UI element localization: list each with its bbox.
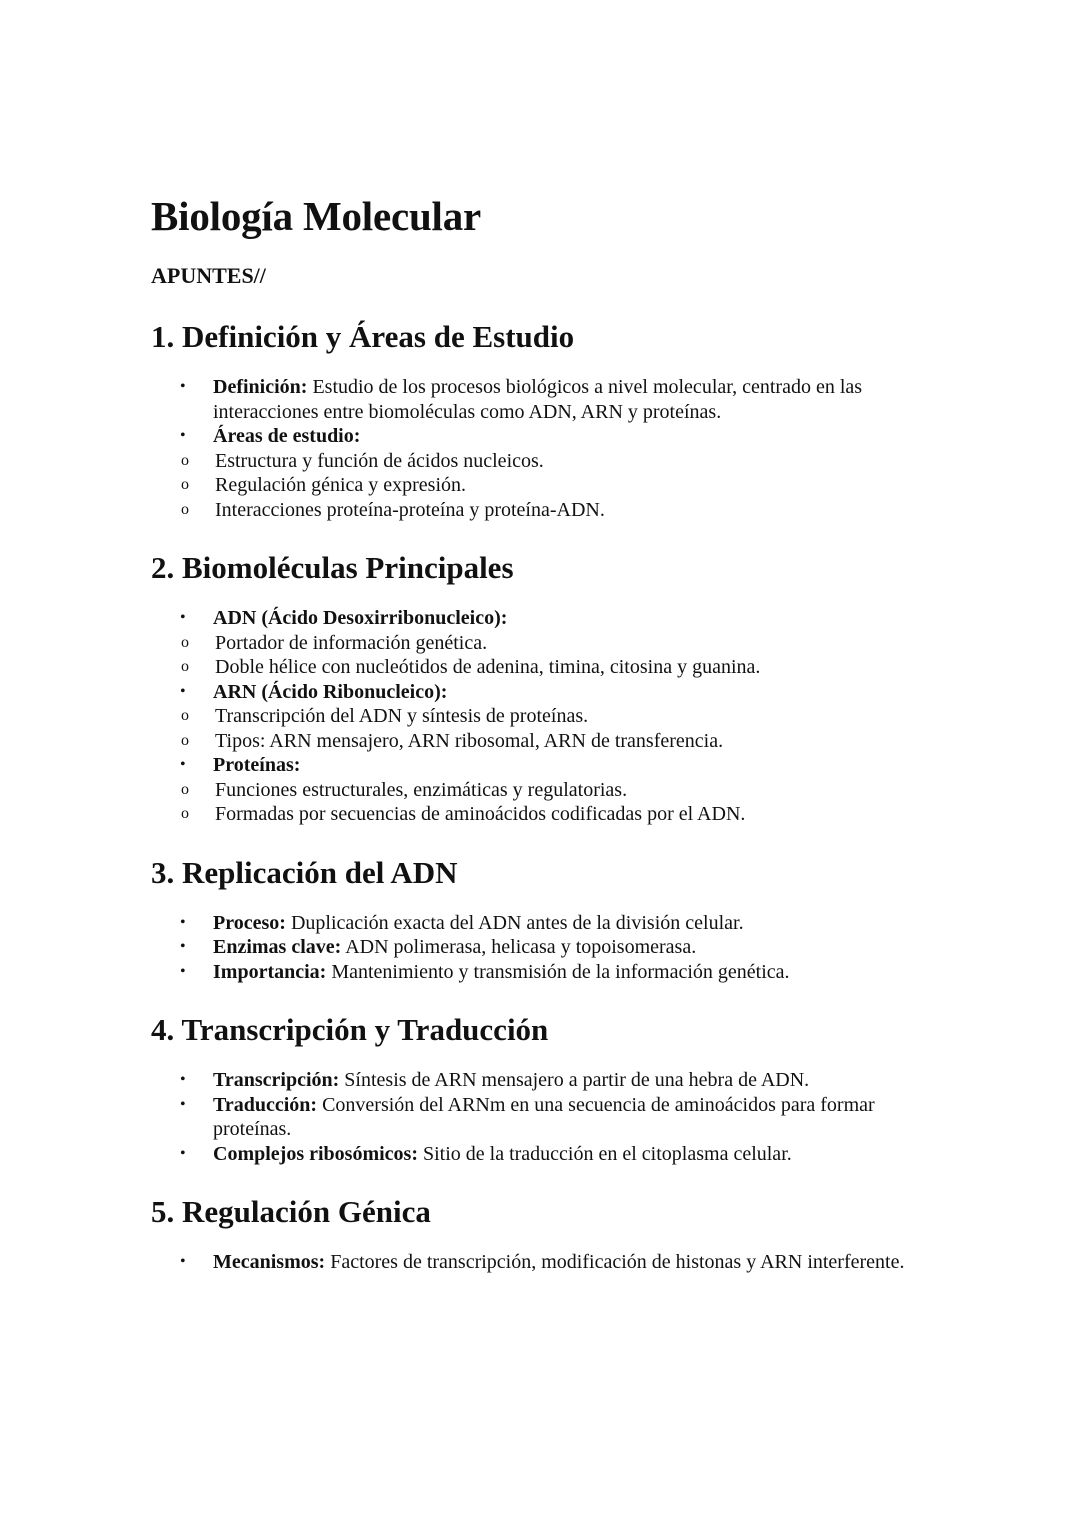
item-text: Síntesis de ARN mensajero a partir de una hebra de ADN. <box>339 1069 810 1091</box>
item-label: Áreas de estudio: <box>213 425 361 447</box>
list-item <box>151 911 941 936</box>
sub-list-item <box>151 473 941 498</box>
list-item <box>151 606 941 680</box>
item-label: Proceso: <box>213 911 286 934</box>
item-label: ADN (Ácido Desoxirribonucleico): <box>213 607 508 629</box>
section-heading: 1. Definición y Áreas de Estudio <box>151 319 575 354</box>
bullet-icon: • <box>180 1144 186 1162</box>
sections-container <box>151 317 941 1275</box>
item-label: Mecanismos: <box>213 1251 326 1273</box>
section <box>151 548 941 827</box>
list-item <box>151 960 941 985</box>
section <box>151 1192 941 1275</box>
section <box>151 317 941 522</box>
bullet-list <box>151 1250 941 1275</box>
item-label: Definición: <box>213 376 308 398</box>
section-heading: 5. Regulación Génica <box>151 1194 431 1229</box>
item-text: Estudio de los procesos biológicos a nivel molecular, centrado en las interacciones entre biomoléculas como ADN, ARN y proteínas. <box>213 376 863 423</box>
bullet-icon: • <box>180 756 186 773</box>
document-title: Biología Molecular <box>151 193 482 239</box>
sub-item-text: Portador de información genética. <box>215 631 488 654</box>
bullet-icon: • <box>180 609 186 626</box>
bullet-list <box>151 1068 941 1166</box>
sub-item-text: Formadas por secuencias de aminoácidos codificadas por el ADN. <box>215 803 746 825</box>
sub-item-text: Estructura y función de ácidos nucleicos. <box>215 449 544 472</box>
circle-bullet-icon: o <box>181 805 189 822</box>
sub-list <box>151 778 941 827</box>
sub-list-item <box>151 778 941 803</box>
item-label: Traducción: <box>213 1093 318 1116</box>
item-label: Transcripción: <box>213 1069 340 1091</box>
sub-list-item <box>151 655 941 680</box>
circle-bullet-icon: o <box>181 500 189 518</box>
bullet-icon: • <box>180 962 186 980</box>
sub-list <box>151 449 941 523</box>
list-item <box>151 1142 941 1167</box>
list-item <box>151 680 941 754</box>
circle-bullet-icon: o <box>181 633 189 651</box>
sub-item-text: Funciones estructurales, enzimáticas y regulatorias. <box>215 778 628 801</box>
sub-item-text: Tipos: ARN mensajero, ARN ribosomal, ARN de transferencia. <box>215 729 724 752</box>
circle-bullet-icon: o <box>181 707 189 724</box>
sub-item-text: Interacciones proteína-proteína y proteína-ADN. <box>215 498 605 521</box>
item-text: Sitio de la traducción en el citoplasma celular. <box>417 1142 792 1165</box>
section-heading: 3. Replicación del ADN <box>151 854 458 890</box>
document-body <box>151 191 941 1275</box>
item-text: Factores de transcripción, modificación de histonas y ARN interferente. <box>325 1251 905 1273</box>
bullet-icon: • <box>180 1253 186 1270</box>
circle-bullet-icon: o <box>181 476 189 493</box>
item-label: Importancia: <box>213 960 327 983</box>
circle-bullet-icon: o <box>181 451 189 469</box>
bullet-icon: • <box>180 427 186 444</box>
bullet-icon: • <box>180 913 186 931</box>
list-item <box>151 753 941 827</box>
item-label: Proteínas: <box>213 754 301 776</box>
sub-list <box>151 631 941 680</box>
sub-list-item <box>151 729 941 754</box>
sub-list-item <box>151 449 941 474</box>
list-item <box>151 1068 941 1093</box>
bullet-icon: • <box>180 1095 186 1113</box>
item-label: Complejos ribosómicos: <box>213 1142 418 1165</box>
circle-bullet-icon: o <box>181 731 189 749</box>
section <box>151 1010 941 1166</box>
section <box>151 853 941 985</box>
list-item <box>151 935 941 960</box>
list-item <box>151 1093 941 1142</box>
bullet-icon: • <box>180 378 186 395</box>
item-text: Mantenimiento y transmisión de la información genética. <box>326 960 790 983</box>
sub-list-item <box>151 631 941 656</box>
item-label: Enzimas clave: <box>213 936 342 958</box>
bullet-icon: • <box>180 682 186 700</box>
document-subtitle: APUNTES// <box>151 263 266 288</box>
bullet-list <box>151 606 941 827</box>
list-item <box>151 375 941 424</box>
sub-item-text: Doble hélice con nucleótidos de adenina, timina, citosina y guanina. <box>215 656 761 678</box>
section-heading: 2. Biomoléculas Principales <box>151 550 514 585</box>
circle-bullet-icon: o <box>181 658 189 675</box>
list-item <box>151 424 941 522</box>
item-label: ARN (Ácido Ribonucleico): <box>213 680 448 703</box>
bullet-icon: • <box>180 1071 186 1088</box>
bullet-icon: • <box>180 938 186 955</box>
sub-item-text: Regulación génica y expresión. <box>215 474 467 496</box>
item-text: Conversión del ARNm en una secuencia de aminoácidos para formar proteínas. <box>213 1093 875 1140</box>
circle-bullet-icon: o <box>181 780 189 798</box>
bullet-list <box>151 375 941 522</box>
sub-list-item <box>151 498 941 523</box>
sub-item-text: Transcripción del ADN y síntesis de proteínas. <box>215 705 589 727</box>
section-heading: 4. Transcripción y Traducción <box>151 1012 549 1047</box>
item-text: ADN polimerasa, helicasa y topoisomerasa. <box>341 936 697 958</box>
bullet-list <box>151 911 941 985</box>
item-text: Duplicación exacta del ADN antes de la división celular. <box>285 911 744 934</box>
sub-list <box>151 704 941 753</box>
sub-list-item <box>151 704 941 729</box>
list-item <box>151 1250 941 1275</box>
sub-list-item <box>151 802 941 827</box>
